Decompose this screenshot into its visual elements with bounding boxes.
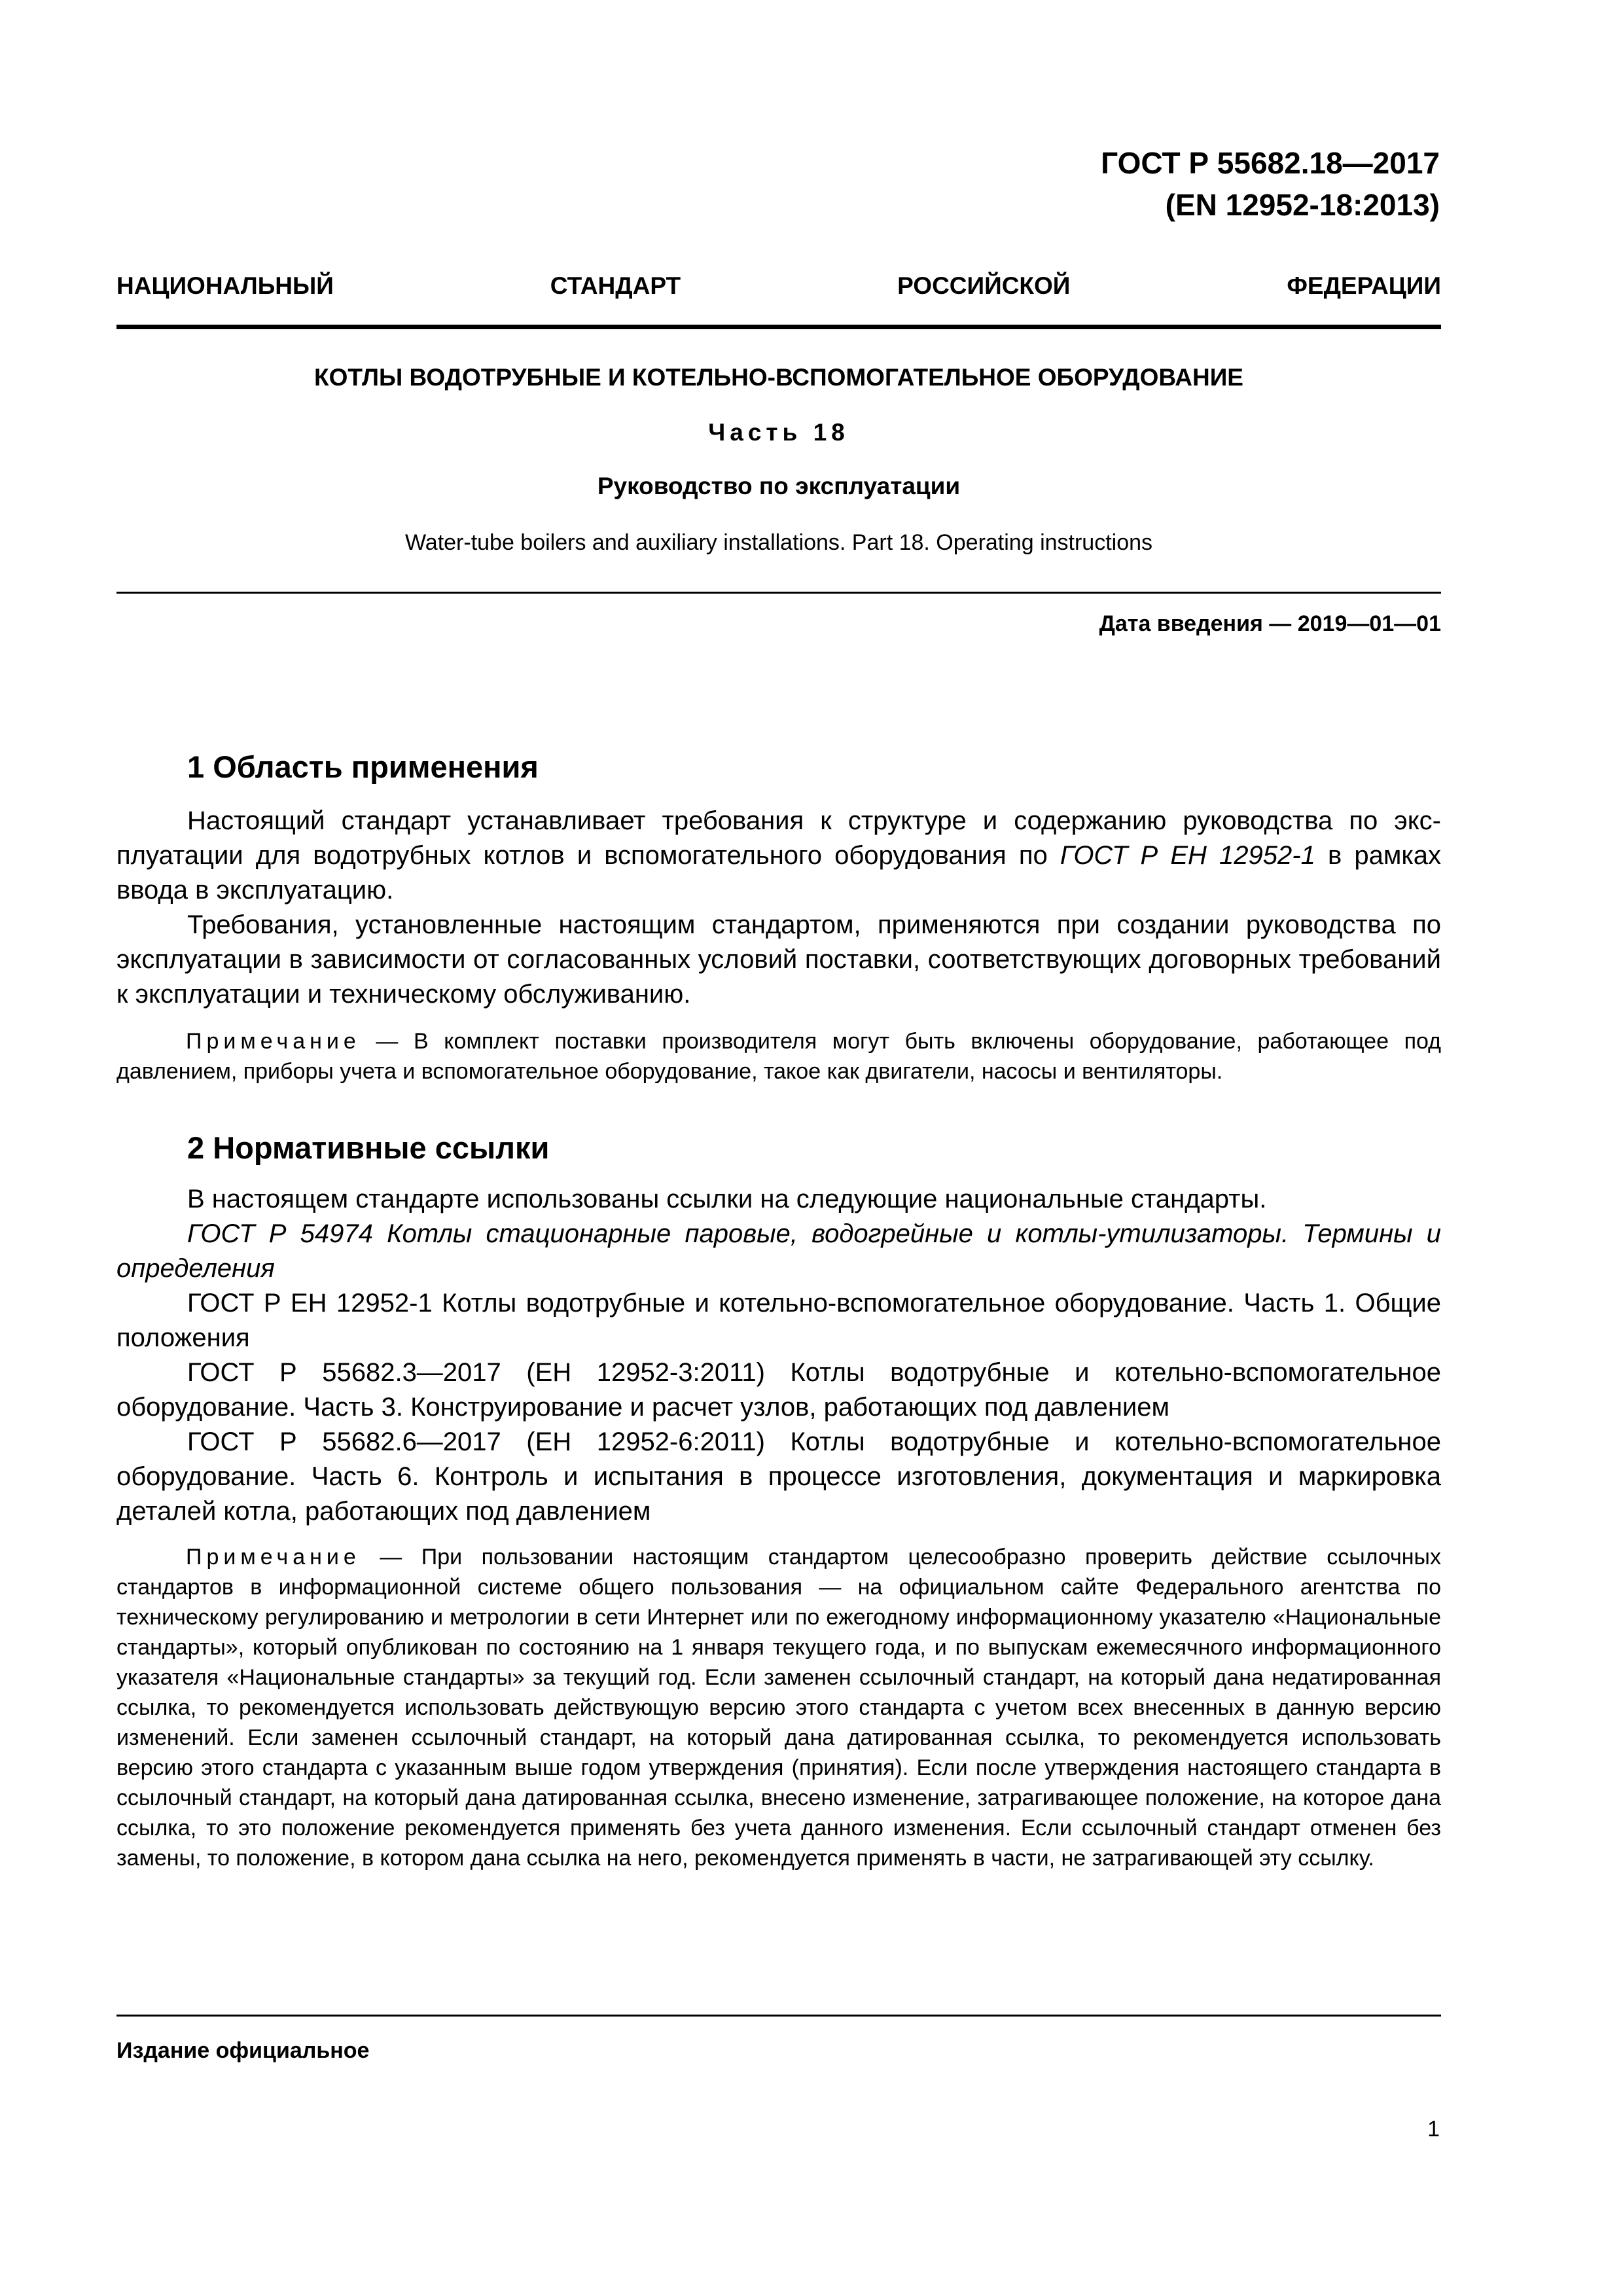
reference-item: ГОСТ Р 55682.6—2017 (ЕН 12952-6:2011) Котлы водотрубные и котельно-вспомогательное оборудование. Часть 6. Контроль и испытания в процессе изготовления, документация и маркировка деталей котла, работающих под давлением <box>116 1427 1441 1526</box>
introduction-date: Дата введения — 2019—01—01 <box>1099 611 1441 636</box>
note-label: Примечание <box>186 1545 361 1570</box>
section-2-heading: 2 Нормативные ссылки <box>187 1130 550 1165</box>
standard-code-en: (EN 12952-18:2013) <box>1165 188 1440 222</box>
section-2-intro: В настоящем стандарте использованы ссылки на следующие национальные стандарты. <box>187 1185 1267 1213</box>
reference-item: ГОСТ Р 54974 Котлы стационарные паровые, водогрейные и котлы-утилизаторы. Термины и определения <box>116 1219 1441 1283</box>
document-title: КОТЛЫ ВОДОТРУБНЫЕ И КОТЕЛЬНО-ВСПОМОГАТЕЛЬНОЕ ОБОРУДОВАНИЕ <box>314 364 1243 391</box>
section-1-heading: 1 Область применения <box>187 749 539 784</box>
banner-word: ФЕДЕРАЦИИ <box>1287 272 1441 299</box>
page-number: 1 <box>1427 2117 1440 2142</box>
english-title: Water-tube boilers and auxiliary installations. Part 18. Operating instructions <box>404 530 1153 555</box>
section-1-body <box>116 804 1441 1012</box>
section-1-note <box>116 1026 1441 1086</box>
note-text: — При пользовании настоящим стандартом целесообразно проверить действие ссылочных стандартов в информационной системе общего пользования — на официальном сайте Федерального агентства по техническому регулированию и метрологии в сети Интернет или по ежегодному информационному указателю «Национальные стандарты», который опубликован по состоянию на 1 января текущего года, и по выпускам ежемесячного информационного указателя «Национальные стандарты» за текущий год. Если заменен ссылочный стандарт, на который дана недатированная ссылка, то рекомендуется использовать действующую версию этого стандарта с учетом всех внесенных в данную версию изменений. Если заменен ссылочный стандарт, на который дана датированная ссылка, то рекомендуется использовать версию этого стандарта с указанным выше годом утверждения (принятия). Если после утверждения настоящего стандарта в ссылочный стандарт, на который дана датированная ссылка, внесено изменение, затрагивающее положение, на которое дана ссылка, то это положение рекомендуется применять без учета данного изменения. Если ссылочный стандарт отменен без замены, то положение, в котором дана ссылка на него, рекомендуется применять в части, не затрагивающей эту ссылку. <box>116 1545 1441 1871</box>
banner-word: СТАНДАРТ <box>550 272 681 299</box>
section-1-paragraph-1: Настоящий стандарт устанавливает требования к структуре и содержанию руководства по эксплуатации для водотрубных котлов и вспомогательного оборудования по ГОСТ Р ЕН 12952-1 в рамках ввода в эксплуатацию. <box>116 806 1441 905</box>
footer-divider <box>116 2015 1441 2017</box>
reference-item: ГОСТ Р ЕН 12952-1 Котлы водотрубные и котельно-вспомогательное оборудование. Часть 1. Общие положения <box>116 1289 1441 1352</box>
reference-item: ГОСТ Р 55682.3—2017 (ЕН 12952-3:2011) Котлы водотрубные и котельно-вспомогательное оборудование. Часть 3. Конструирование и расчет узлов, работающих под давлением <box>116 1358 1441 1422</box>
standard-reference: ГОСТ Р ЕН 12952-1 <box>1060 841 1315 870</box>
section-2-note <box>116 1542 1441 1873</box>
header-divider <box>116 325 1441 329</box>
banner-word: РОССИЙСКОЙ <box>897 272 1071 299</box>
standard-code: ГОСТ Р 55682.18—2017 <box>1101 146 1440 180</box>
note-label: Примечание <box>186 1029 361 1054</box>
document-subtitle: Руководство по эксплуатации <box>597 473 961 499</box>
section-2-body <box>116 1182 1441 1529</box>
banner-word: НАЦИОНАЛЬНЫЙ <box>116 272 334 299</box>
note-text: — В комплект поставки производителя могут быть включены оборудование, работающее под давлением, приборы учета и вспомогательное оборудование, такое как двигатели, насосы и вентиляторы. <box>116 1029 1441 1084</box>
title-divider <box>116 592 1441 594</box>
section-1-paragraph-2: Требования, установленные настоящим стандартом, применяются при создании руководства по эксплуатации в зависимости от согласованных условий поставки, соответствующих договорных требований к эксплуатации и техническому обслуживанию. <box>116 910 1441 1009</box>
document-part: Часть 18 <box>708 419 849 446</box>
official-edition-label: Издание официальное <box>116 2038 370 2063</box>
national-standard-banner <box>116 274 1441 298</box>
